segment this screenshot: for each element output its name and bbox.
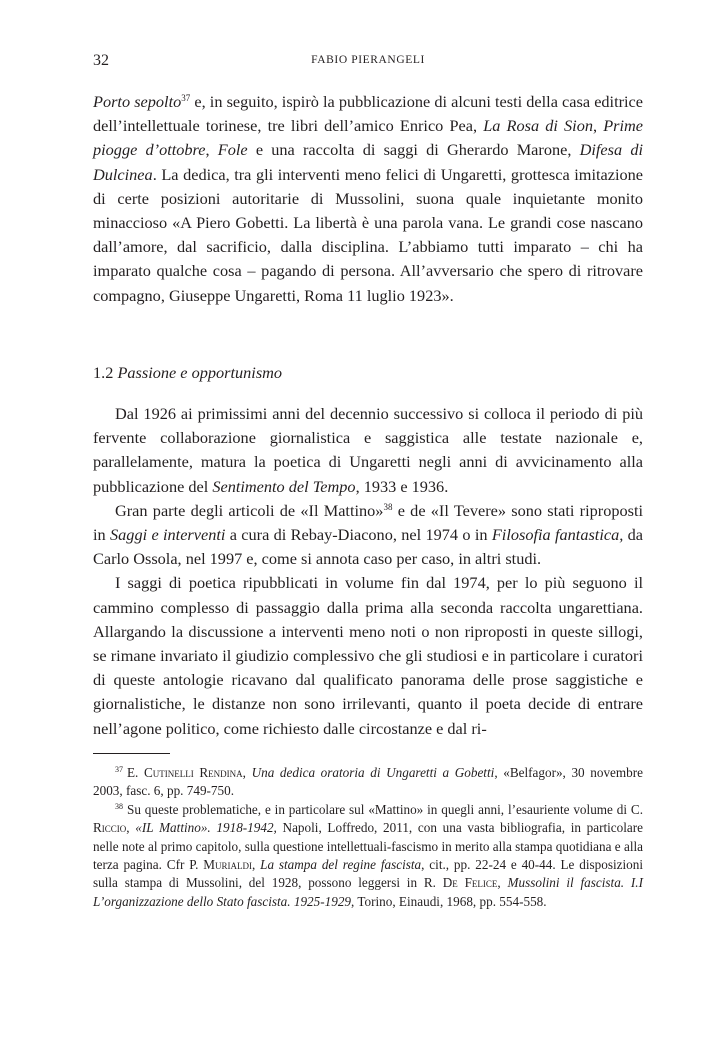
footnote-38 [93,801,643,911]
text: , [497,875,508,891]
italic-title: Prime piogge d’ottobre [93,116,643,160]
footnote-number: 38 [115,801,123,811]
italic-title: «IL Mattino». 1918-1942, [135,820,277,836]
footnotes [93,764,643,911]
text: . La dedica, tra gli interventi meno felici di Ungaretti, grottesca imitazione di certe posizioni autoritarie di Mussolini, suona quale inquietante monito minaccioso «A Piero Gobetti. La libertà è una parola vana. Le grandi cose nascano dall’amore, dal sacrificio, dalla disciplina. L’abbiamo tutti imparato – chi ha imparato qualche cosa – pagando di persona. All’avversario che spero di ritrovare compagno, Giuseppe Ungaretti, Roma 11 luglio 1923». [93,164,643,305]
text: , «Belfagor», 30 novembre 2003, fasc. 6, pp. 749-750. [93,765,643,799]
running-title: FABIO PIERANGELI [311,54,425,66]
italic-title: Mussolini il fascista. I.I L’organizzazione dello Stato fascista. 1925-1929 [93,875,643,909]
italic-title: Difesa di Dulcinea [93,140,644,184]
text: , [242,765,252,780]
body-paragraph-2 [93,402,643,499]
running-head [93,52,643,74]
footnote-number: 37 [115,765,123,774]
section-heading [93,363,282,383]
italic-title: Saggi e interventi [110,525,226,545]
body-paragraph-3 [93,499,643,572]
text: , Torino, Einaudi, 1968, pp. 554-558. [351,893,547,909]
text: , [205,140,218,160]
italic-title: La Rosa di Sion [483,116,593,136]
section-number: 1.2 [93,363,114,382]
page-number: 32 [93,52,109,69]
text: , 1933 e 1936. [355,476,449,496]
italic-title: Filosofia fantastica, [491,525,624,545]
author-name: Cutinelli Rendina [143,765,243,780]
text: e, in seguito, ispirò la pubblicazione di alcuni testi della casa editrice dell’intellettuale torinese, tre libri dell’amico Enrico Pea, [93,92,644,136]
text: , [126,820,136,836]
footnote-ref-37[interactable]: 37 [181,93,191,103]
footnote-37 [93,764,643,801]
text: E. [127,765,144,780]
text: I saggi di poetica ripubblicati in volume fin dal 1974, per lo più seguono il cammino complesso di passaggio dalla prima alla seconda raccolta ungarettiana. Allargando la discussione a interventi meno noti o non riproposti in queste sillogi, se rimane invariato il giudizio complessivo che gli studiosi e in particolare i curatori di queste antologie ricavano dal qualificato panorama delle prose saggistiche e giornalistiche, le distanze non sono irrilevanti, quanto il poeta decide di entrare nell’agone politico, come richiesto dalle circostanze e dal ri- [93,573,643,738]
text: , cit., pp. 22-24 e 40-44. Le disposizioni sulla stampa di Mussolini, del 1928, possono leggersi in R. [93,857,644,891]
text: Napoli, Loffredo, 2011, con una vasta bibliografia, in particolare nelle note al primo capitolo, sulla questione intellettuali-fascismo in merito alla stampa quotidiana e alla terza pagina. Cfr P. [93,820,644,873]
body-paragraph-4 [93,571,643,740]
author-name: Murialdi [203,857,252,873]
text: e una raccolta di saggi di Gherardo Marone, [247,140,580,160]
text: da Carlo Ossola, nel 1997 e, come si annota caso per caso, in altri studi. [93,525,644,569]
body-paragraph-1 [93,90,643,308]
footnote-ref-38[interactable]: 38 [383,501,393,512]
text: e de «Il Tevere» sono stati riproposti in [93,500,643,545]
section-body [93,402,643,741]
text: Dal 1926 ai primissimi anni del decennio successivo si colloca il periodo di più fervente collaborazione giornalistica e saggistica alle testate nazionale e, parallelamente, matura la poetica di Ungaretti negli anni di avvicinamento alla pubblicazione del [93,404,643,496]
italic-title: La stampa del regine fascista [260,857,422,873]
footnote-separator [93,753,170,754]
text: Su queste problematiche, e in particolare sul «Mattino» in quegli anni, l’esauriente volume di C. [127,801,643,817]
author-name: Riccio [93,820,127,836]
text: Gran parte degli articoli de «Il Mattino» [115,500,384,520]
italic-title: Sentimento del Tempo [212,476,356,496]
section-title: Passione e opportunismo [117,363,283,382]
italic-title: Fole [217,140,248,160]
text: , [592,116,604,136]
text: , [251,857,261,873]
italic-title: Una dedica oratoria di Ungaretti a Gobetti [251,765,495,780]
text: a cura di Rebay-Diacono, nel 1974 o in [225,525,492,545]
author-name: De Felice [442,875,498,891]
italic-title: Porto sepolto [93,92,182,111]
